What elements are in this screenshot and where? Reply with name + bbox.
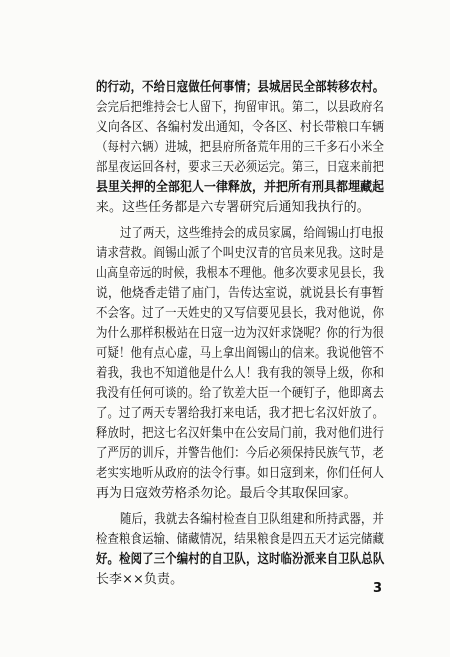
text-line: 说，他烧香走错了庙门，告传达室说，就说县长有事暂 xyxy=(96,286,384,301)
text-line: 好。检阅了三个编村的自卫队，这时临汾派来自卫队总队 xyxy=(96,552,385,567)
text-line: 来。这些任务都是六专署研究后通知我执行的。 xyxy=(96,200,370,215)
text-line: 为什么那样积极站在日寇一边为汉奸求饶呢？你的行为很 xyxy=(96,326,385,341)
text-line: （每村六辆）进城，把县府所备荒年用的三千多石小米全 xyxy=(96,140,385,155)
text-line: 部星夜运回各村，要求三天必须运完。第三，日寇来前把 xyxy=(96,160,385,175)
text-line: 不会客。过了一天姓史的又写信要见县长，我对他说，你 xyxy=(96,306,385,321)
text-line: 义向各区、各编村发出通知，令各区、村长带粮口车辆 xyxy=(96,120,384,135)
text-line: 县里关押的全部犯人一律释放，并把所有刑具都埋藏起 xyxy=(96,180,385,195)
text-line: 老实实地听从政府的法令行事。如日寇到来，你们任何人 xyxy=(96,466,385,481)
text-line: 的行动，不给日寇做任何事情；县城居民全部转移农村。 xyxy=(96,80,385,95)
text-line: 释放时，把这七名汉奸集中在公安局门前，我对他们进行 xyxy=(96,426,385,441)
text-line: 着我，我也不知道他是什么人！我有我的领导上级，你和 xyxy=(96,366,385,381)
text-line: 请求营救。阎锡山派了个叫史汉青的官员来见我。这时是 xyxy=(96,246,385,261)
text-line: 可疑！他有点心虚，马上拿出阎锡山的信来。我说他管不 xyxy=(96,346,385,361)
page-number: 3 xyxy=(373,581,383,596)
text-line: 再为日寇效劳格杀勿论。最后令其取保回家。 xyxy=(96,486,357,501)
text-line: 会完后把维持会七人留下，拘留审讯。第二，以县政府名 xyxy=(96,100,385,115)
text-line: 检查粮食运输、储藏情况，结果粮食是四五天才运完储藏 xyxy=(96,532,385,547)
text-line: 了严厉的训斥，并警告他们：今后必须保持民族气节，老 xyxy=(96,446,385,461)
text-line: 了。过了两天专署给我打来电话，我才把七名汉奸放了。 xyxy=(96,406,385,421)
text-line: 随后，我就去各编村检查自卫队组建和所持武器，并 xyxy=(120,512,384,527)
text-line: 长李××负责。 xyxy=(96,572,184,587)
text-line: 过了两天，这些维持会的成员家属，给阎锡山打电报 xyxy=(120,226,384,241)
text-line: 我没有任何可谈的。给了钦差大臣一个硬钉子，他即离去 xyxy=(96,386,385,401)
text-line: 山高皇帝远的时候，我根本不理他。他多次要求见县长，我 xyxy=(96,266,385,281)
